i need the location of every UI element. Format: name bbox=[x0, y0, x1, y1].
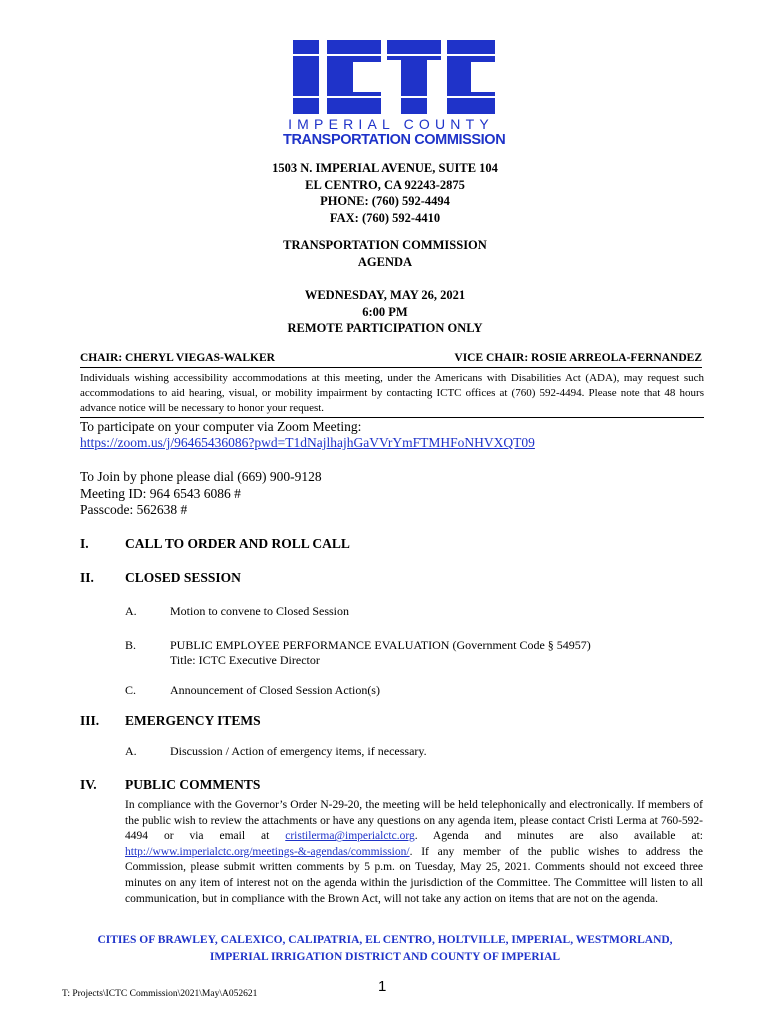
phone-dial: To Join by phone please dial (669) 900-9128 bbox=[80, 469, 322, 484]
item-letter: B. bbox=[125, 638, 137, 652]
meeting-info bbox=[0, 287, 770, 337]
item-text: PUBLIC EMPLOYEE PERFORMANCE EVALUATION (Government Code § 54957) bbox=[170, 638, 591, 652]
chair-name: CHAIR: CHERYL VIEGAS-WALKER bbox=[80, 352, 275, 364]
vice-chair-name: VICE CHAIR: ROSIE ARREOLA-FERNANDEZ bbox=[454, 352, 702, 364]
meeting-time: 6:00 PM bbox=[362, 304, 408, 319]
section-title: PUBLIC COMMENTS bbox=[125, 777, 261, 792]
zoom-link[interactable]: https://zoom.us/j/96465436086?pwd=T1dNajlhajhGaVVrYmFTMHFoNHVXQT09 bbox=[80, 435, 535, 450]
item-letter: C. bbox=[125, 683, 137, 697]
address-phone: PHONE: (760) 592-4494 bbox=[320, 194, 450, 208]
section-number: III. bbox=[80, 713, 100, 728]
address-street: 1503 N. IMPERIAL AVENUE, SUITE 104 bbox=[272, 161, 498, 175]
meeting-date: WEDNESDAY, MAY 26, 2021 bbox=[304, 288, 466, 302]
agenda-title bbox=[0, 237, 770, 270]
cities-line2: IMPERIAL IRRIGATION DISTRICT AND COUNTY OF IMPERIAL bbox=[209, 950, 561, 963]
meeting-mode: REMOTE PARTICIPATION ONLY bbox=[287, 321, 483, 335]
zoom-info bbox=[80, 419, 704, 451]
item-text: Announcement of Closed Session Action(s) bbox=[170, 683, 380, 697]
zoom-intro: To participate on your computer via Zoom Meeting: bbox=[80, 419, 362, 434]
address-city: EL CENTRO, CA 92243-2875 bbox=[305, 177, 465, 192]
agenda-title-line1: TRANSPORTATION COMMISSION bbox=[283, 238, 487, 252]
item-letter: A. bbox=[125, 744, 137, 758]
public-comments-part1: In compliance with the Governor’s Order N-29-20, the meeting will be held telephonically and electronically. If members of the public wish to review the attachments or have any questions on any agenda item, please contact Cristi Lerma at 760-592-4494 or via email at bbox=[125, 799, 703, 843]
logo-commission-text: TRANSPORTATION COMMISSION bbox=[283, 132, 506, 148]
website-link[interactable]: http://www.imperialctc.org/meetings-&-agendas/commission/ bbox=[125, 845, 410, 858]
address-fax: FAX: (760) 592-4410 bbox=[329, 210, 441, 225]
address-block bbox=[0, 160, 770, 226]
phone-join-info bbox=[80, 469, 580, 519]
item-text: Motion to convene to Closed Session bbox=[170, 604, 349, 618]
public-comments-part3: . If any member of the public wishes to address the Commission, please submit written comments by 5 p.m. on Tuesday, May 25, 2021. Comments should not exceed three minutes on any item of interest not on the agenda within the jurisdiction of the Committee. The Committee will listen to all communication, but in compliance with the Brown Act, will not take any action on items that are not on the agenda. bbox=[125, 845, 703, 905]
ictc-logo-mark bbox=[283, 38, 499, 118]
section-title: CLOSED SESSION bbox=[125, 570, 241, 585]
phone-passcode: Passcode: 562638 # bbox=[80, 502, 188, 517]
agenda-title-line2: AGENDA bbox=[357, 254, 413, 269]
page-number: 1 bbox=[378, 978, 387, 995]
section-number: II. bbox=[80, 570, 94, 585]
logo-county-text: IMPERIAL COUNTY bbox=[288, 116, 494, 132]
section-number: I. bbox=[80, 536, 89, 551]
item-subtext: Title: ICTC Executive Director bbox=[170, 653, 320, 667]
member-cities bbox=[0, 932, 770, 965]
cities-line1: CITIES OF BRAWLEY, CALEXICO, CALIPATRIA, EL CENTRO, HOLTVILLE, IMPERIAL, WESTMORLAND, bbox=[97, 934, 673, 946]
item-letter: A. bbox=[125, 604, 137, 618]
item-text: Discussion / Action of emergency items, if necessary. bbox=[170, 744, 427, 758]
email-link[interactable]: cristilerma@imperialctc.org bbox=[285, 830, 415, 843]
section-number: IV. bbox=[80, 777, 97, 792]
public-comments-part2: . Agenda and minutes are also available at: bbox=[414, 830, 703, 843]
section-title: EMERGENCY ITEMS bbox=[125, 713, 261, 728]
public-comments-text bbox=[125, 798, 703, 907]
ictc-logo bbox=[283, 38, 506, 148]
section-title: CALL TO ORDER AND ROLL CALL bbox=[125, 536, 350, 551]
phone-meeting-id: Meeting ID: 964 6543 6086 # bbox=[80, 485, 241, 501]
footer-file-path: T: Projects\ICTC Commission\2021\May\A052621 bbox=[62, 989, 258, 999]
chairs-row bbox=[80, 352, 702, 368]
accessibility-notice: Individuals wishing accessibility accommodations at this meeting, under the Americans with Disabilities Act (ADA), may request such accommodations to aid hearing, visual, or mobility impairment by contacting ICTC offices at (760) 592-4494. Please note that 48 hours advance notice will be necessary to honor your request. bbox=[80, 371, 704, 418]
